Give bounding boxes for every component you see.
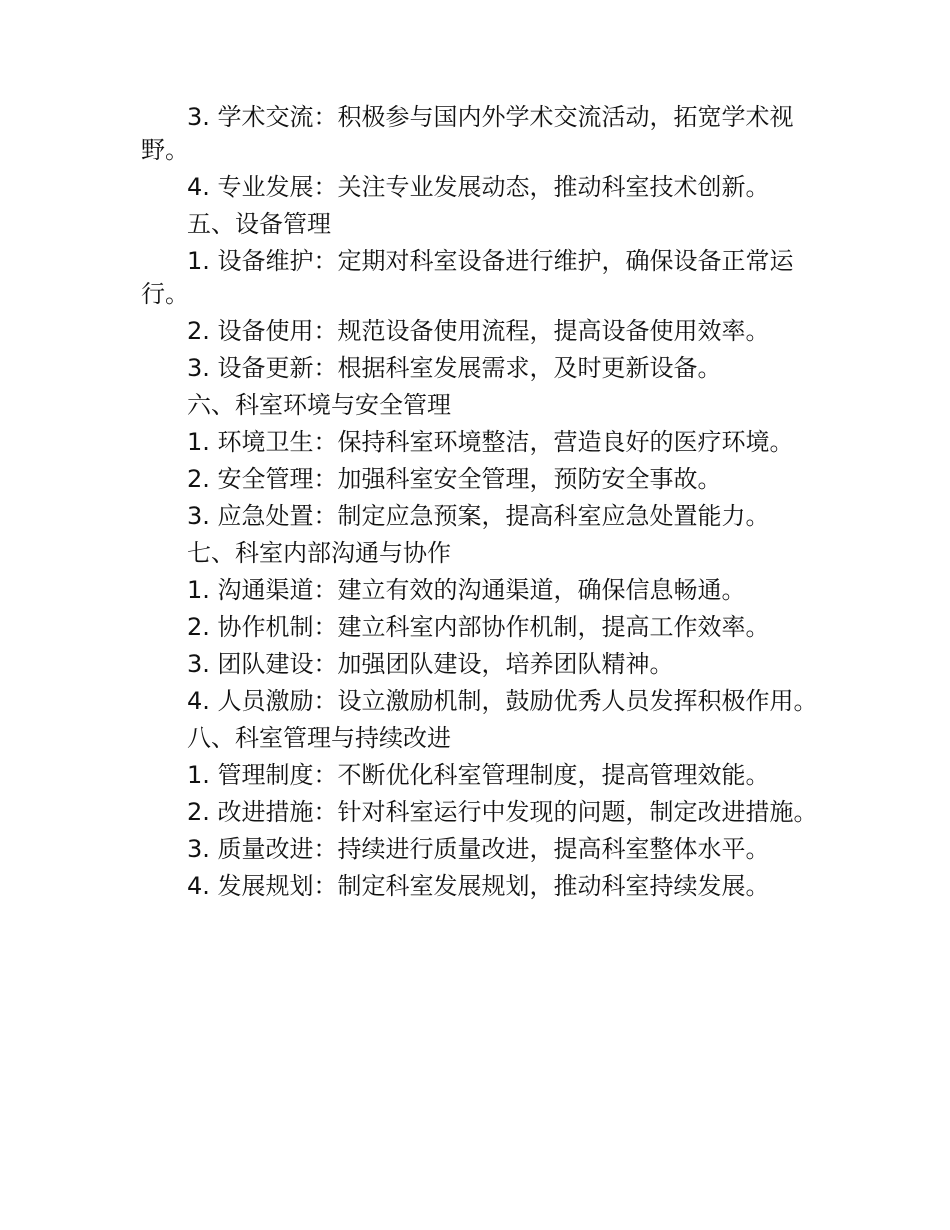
paragraph-safety-management: 2. 安全管理：加强科室安全管理，预防安全事故。 [187, 465, 722, 493]
section-heading-equipment: 五、设备管理 [187, 210, 331, 238]
paragraph-emergency-response: 3. 应急处置：制定应急预案，提高科室应急处置能力。 [187, 502, 770, 530]
paragraph-communication-channels: 1. 沟通渠道：建立有效的沟通渠道，确保信息畅通。 [187, 576, 746, 604]
paragraph-equipment-use: 2. 设备使用：规范设备使用流程，提高设备使用效率。 [187, 317, 770, 345]
paragraph-development-planning: 4. 发展规划：制定科室发展规划，推动科室持续发展。 [187, 872, 770, 900]
paragraph-management-system: 1. 管理制度：不断优化科室管理制度，提高管理效能。 [187, 761, 770, 789]
paragraph-academic-exchange: 3. 学术交流：积极参与国内外学术交流活动，拓宽学术视野。 [141, 103, 794, 164]
paragraph-team-building: 3. 团队建设：加强团队建设，培养团队精神。 [187, 650, 674, 678]
paragraph-collaboration-mechanism: 2. 协作机制：建立科室内部协作机制，提高工作效率。 [187, 613, 770, 641]
paragraph-equipment-maintenance: 1. 设备维护：定期对科室设备进行维护，确保设备正常运行。 [141, 247, 794, 308]
section-heading-communication: 七、科室内部沟通与协作 [187, 539, 451, 567]
paragraph-environment-hygiene: 1. 环境卫生：保持科室环境整洁，营造良好的医疗环境。 [187, 428, 794, 456]
paragraph-improvement-measures: 2. 改进措施：针对科室运行中发现的问题，制定改进措施。 [187, 798, 818, 826]
section-heading-environment-safety: 六、科室环境与安全管理 [187, 391, 451, 419]
paragraph-equipment-update: 3. 设备更新：根据科室发展需求，及时更新设备。 [187, 354, 722, 382]
section-heading-continuous-improvement: 八、科室管理与持续改进 [187, 724, 451, 752]
document-body [141, 101, 819, 907]
paragraph-professional-development: 4. 专业发展：关注专业发展动态，推动科室技术创新。 [187, 173, 770, 201]
paragraph-quality-improvement: 3. 质量改进：持续进行质量改进，提高科室整体水平。 [187, 835, 770, 863]
paragraph-staff-incentives: 4. 人员激励：设立激励机制，鼓励优秀人员发挥积极作用。 [187, 687, 818, 715]
